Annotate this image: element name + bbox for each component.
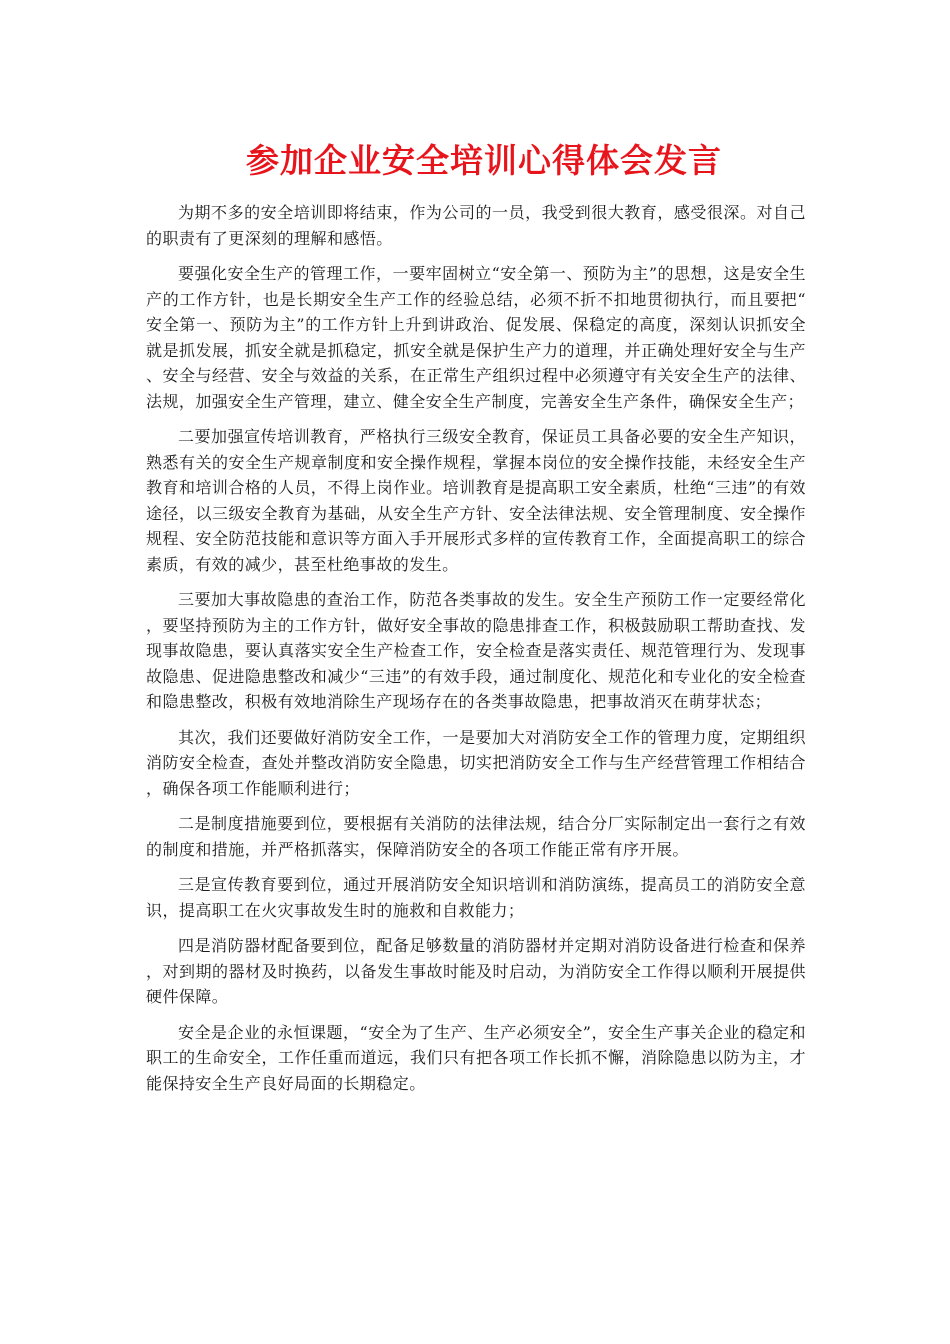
paragraph-fire-safety: 其次，我们还要做好消防安全工作，一是要加大对消防安全工作的管理力度，定期组织消防安全检查，查处并整改消防安全隐患，切实把消防安全工作与生产经营管理工作相结合，确保各项工作能顺利进行； [146, 727, 806, 798]
paragraph-management: 要强化安全生产的管理工作，一要牢固树立“安全第一、预防为主”的思想，这是安全生产的工作方针，也是长期安全生产工作的经验总结，必须不折不扣地贯彻执行，而且要把“安全第一、预防为主”的工作方针上升到讲政治、促发展、保稳定的高度，深刻认识抓安全就是抓发展，抓安全就是抓稳定，抓安全就是保护生产力的道理，并正确处理好安全与生产、安全与经营、安全与效益的关系，在正常生产组织过程中必须遵守有关安全生产的法律、法规，加强安全生产管理，建立、健全安全生产制度，完善安全生产条件，确保安全生产； [146, 264, 806, 411]
paragraph-measures: 二是制度措施要到位，要根据有关消防的法律法规，结合分厂实际制定出一套行之有效的制度和措施，并严格抓落实，保障消防安全的各项工作能正常有序开展。 [146, 814, 806, 859]
document-title: 参加企业安全培训心得体会发言 [246, 141, 722, 180]
document-page [146, 136, 806, 1106]
paragraph-conclusion: 安全是企业的永恒课题，“安全为了生产、生产必须安全”，安全生产事关企业的稳定和职工的生命安全，工作任重而道远，我们只有把各项工作长抓不懈，消除隐患以防为主，才能保持安全生产良好局面的长期稳定。 [146, 1022, 806, 1093]
paragraph-training: 二要加强宣传培训教育，严格执行三级安全教育，保证员工具备必要的安全生产知识，熟悉有关的安全生产规章制度和安全操作规程，掌握本岗位的安全操作技能，未经安全生产教育和培训合格的人员，不得上岗作业。培训教育是提高职工安全素质，杜绝“三违”的有效途径，以三级安全教育为基础，从安全生产方针、安全法律法规、安全管理制度、安全操作规程、安全防范技能和意识等方面入手开展形式多样的宣传教育工作，全面提高职工的综合素质，有效的减少，甚至杜绝事故的发生。 [146, 427, 806, 574]
paragraph-intro: 为期不多的安全培训即将结束，作为公司的一员，我受到很大教育，感受很深。对自己的职责有了更深刻的理解和感悟。 [146, 203, 806, 248]
paragraph-hazard: 三要加大事故隐患的查治工作，防范各类事故的发生。安全生产预防工作一定要经常化，要坚持预防为主的工作方针，做好安全事故的隐患排查工作，积极鼓励职工帮助查找、发现事故隐患，要认真落实安全生产检查工作，安全检查是落实责任、规范管理行为、发现事故隐患、促进隐患整改和减少“三违”的有效手段，通过制度化、规范化和专业化的安全检查和隐患整改，积极有效地消除生产现场存在的各类事故隐患，把事故消灭在萌芽状态； [146, 590, 806, 711]
paragraph-education: 三是宣传教育要到位，通过开展消防安全知识培训和消防演练，提高员工的消防安全意识，提高职工在火灾事故发生时的施救和自救能力； [146, 875, 806, 920]
paragraph-equipment: 四是消防器材配备要到位，配备足够数量的消防器材并定期对消防设备进行检查和保养，对到期的器材及时换药，以备发生事故时能及时启动，为消防安全工作得以顺利开展提供硬件保障。 [146, 936, 806, 1006]
